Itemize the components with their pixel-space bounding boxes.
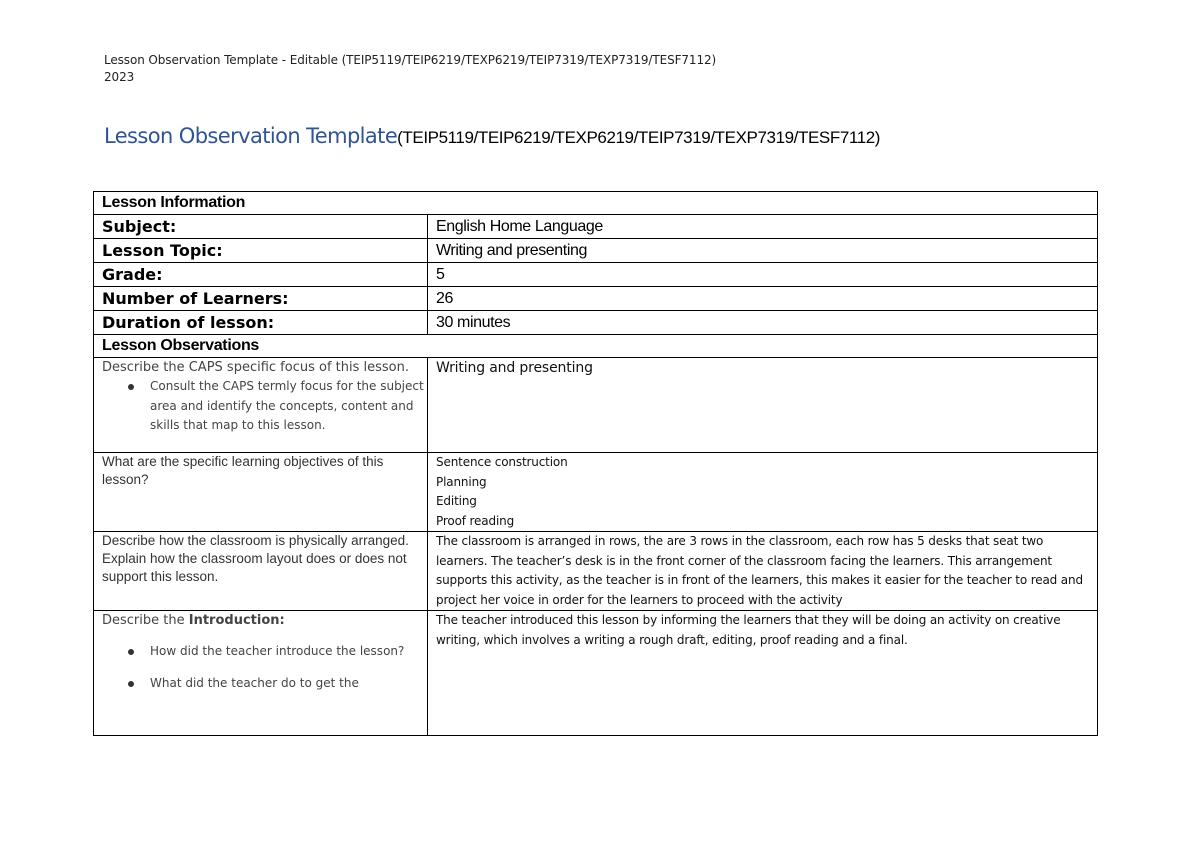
bullet-list	[102, 377, 427, 436]
introduction-question	[102, 611, 427, 693]
section-heading: Lesson Information	[102, 194, 246, 211]
title-codes: (TEIP5119/TEIP6219/TEXP6219/TEIP7319/TEXP7319/TESF7112)	[397, 128, 881, 147]
obs-row-objectives	[94, 453, 1098, 532]
info-row-subject	[94, 215, 1098, 239]
section-heading: Lesson Observations	[102, 337, 260, 354]
info-label: Subject:	[102, 217, 177, 236]
bullet-list	[102, 642, 427, 662]
objective-item: Proof reading	[436, 513, 515, 528]
page-header	[104, 52, 716, 86]
objective-item: Planning	[436, 474, 487, 489]
info-label: Grade:	[102, 265, 163, 284]
title-main: Lesson Observation Template	[104, 124, 398, 148]
bullet-list	[102, 674, 427, 694]
bullet-item	[150, 674, 427, 694]
caps-focus-question	[102, 358, 427, 436]
objective-item: Sentence construction	[436, 455, 568, 469]
bullet-icon	[128, 384, 134, 390]
info-value: English Home Language	[436, 218, 603, 235]
question-text	[102, 611, 427, 630]
lesson-information-heading-row	[94, 192, 1098, 215]
lesson-observations-heading	[94, 335, 1098, 358]
obs-row-classroom	[94, 532, 1098, 611]
info-value: 30 minutes	[436, 314, 511, 331]
bullet-text: How did the teacher introduce the lesson?	[150, 644, 405, 658]
lesson-information-heading	[94, 192, 1098, 215]
info-label: Number of Learners:	[102, 289, 289, 308]
info-row-duration	[94, 311, 1098, 335]
bullet-text: What did the teacher do to get the	[150, 675, 359, 690]
objectives-question: What are the specific learning objectives of this lesson?	[102, 454, 384, 487]
question-bold: Introduction:	[188, 613, 285, 628]
info-row-grade	[94, 263, 1098, 287]
document-title	[104, 124, 880, 148]
objective-item: Editing	[436, 494, 477, 508]
lesson-observations-heading-row	[94, 335, 1098, 358]
question-prefix: Describe the	[102, 613, 189, 628]
bullet-item	[150, 377, 427, 436]
obs-row-caps-focus	[94, 358, 1098, 453]
info-row-learners	[94, 287, 1098, 311]
bullet-icon	[128, 681, 134, 687]
info-value: 5	[436, 266, 445, 283]
info-label: Duration of lesson:	[102, 313, 275, 332]
obs-row-introduction	[94, 611, 1098, 736]
lesson-observation-table	[93, 191, 1098, 736]
bullet-text: Consult the CAPS termly focus for the subject area and identify the concepts, content and skills that map to this lesson.	[150, 379, 424, 432]
header-line-1: Lesson Observation Template - Editable (TEIP5119/TEIP6219/TEXP6219/TEIP7319/TEXP7319/TESF7112)	[104, 53, 717, 67]
caps-focus-answer: Writing and presenting	[436, 360, 593, 376]
info-value: Writing and presenting	[436, 242, 587, 259]
objectives-answer	[436, 453, 1097, 531]
introduction-answer: The teacher introduced this lesson by informing the learners that they will be doing an activity on creative writing, which involves a writing a rough draft, editing, proof reading and a final.	[436, 613, 1061, 647]
bullet-icon	[128, 649, 134, 655]
question-text: Describe the CAPS specific focus of this lesson.	[102, 360, 409, 375]
info-label: Lesson Topic:	[102, 241, 223, 260]
header-year: 2023	[104, 70, 135, 84]
bullet-item	[150, 642, 427, 662]
classroom-question: Describe how the classroom is physically arranged. Explain how the classroom layout does or does not support this lesson.	[102, 533, 409, 584]
info-row-topic	[94, 239, 1098, 263]
classroom-answer: The classroom is arranged in rows, the are 3 rows in the classroom, each row has 5 desks that seat two learners. The teacher’s desk is in the front corner of the classroom facing the learners. This arrangement supports this activity, as the teacher is in front of the learners, this makes it easier for the teacher to read and project her voice in order for the learners to proceed with the activity	[436, 534, 1083, 607]
info-value: 26	[436, 290, 453, 307]
